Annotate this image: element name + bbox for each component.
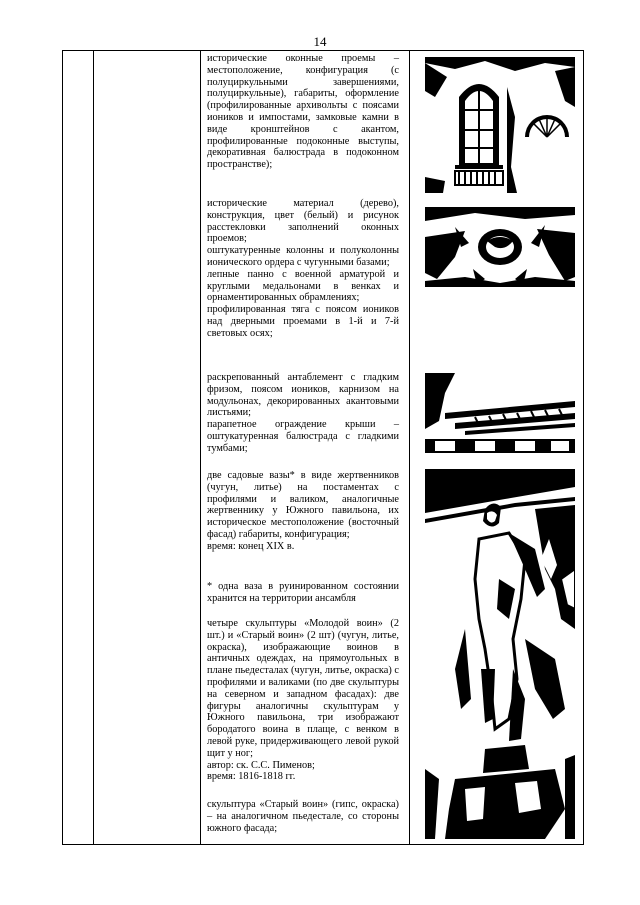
paragraph-vase-footnote: * одна ваза в руинированном состоянии хранится на территории ансамбля [207, 581, 399, 604]
paragraph-entablature: раскрепованный антаблемент с гладким фризом, поясом иоников, карнизом на модульонах, декорированных акантовыми листьями; парапетное ограждение крыши – оштукатуренная балюстрада с гладкими тумбами; [207, 372, 399, 454]
photo-window-facade [425, 57, 575, 193]
photo-warrior-sculpture [425, 469, 575, 839]
document-table [62, 50, 584, 845]
paragraph-windows: исторические оконные проемы – местоположение, конфигурация (с полуциркульными завершениями, полуциркульные), габариты, оформление (профилированные архивольты с поясами иоников и импостами, замковые камни в виде кронштейнов с акантом, профилированные подоконные выступы, декоративная балюстрада в подоконном пространстве); [207, 53, 399, 171]
paragraph-old-warrior: скульптура «Старый воин» (гипс, окраска) – на аналогичном пьедестале, со стороны южного фасада; [207, 799, 399, 834]
column-divider-1 [93, 51, 94, 844]
page-number: 14 [313, 34, 327, 49]
column-divider-2 [200, 51, 201, 844]
photo-relief-panel [425, 207, 575, 287]
column-divider-3 [409, 51, 410, 844]
paragraph-sculptures: четыре скульптуры «Молодой воин» (2 шт.) и «Старый воин» (2 шт) (чугун, литье, окраска), изображающие воинов в античных одеждах, на прямоугольных в плане пьедесталах (чугун, литье, окраска) с профилями и валиками (по две скульптуры на северном и западном фасадах): две фигуры аналогичны скульптурам у Южного павильона, три изображают бородатого воина в плаще, с венком в левой руке, придерживающего левой рукой щит у ног; автор: ск. С.С. Пименов; время: 1816-1818 гг. [207, 618, 399, 783]
paragraph-materials: исторические материал (дерево), конструкция, цвет (белый) и рисунок расстекловки заполнений оконных проемов; оштукатуренные колонны и полуколонны ионического ордера с чугунными базами; лепные панно с военной арматурой и круглыми медальонами в венках и орнаментированных обрамлениях; профилированная тяга с поясом иоников над дверными проемами в 1-й и 7-й световых осях; [207, 198, 399, 339]
photo-entablature [425, 373, 575, 453]
paragraph-vases: две садовые вазы* в виде жертвенников (чугун, литье) на постаментах с профилями и валиком, аналогичные жертвеннику у Южного павильона, их историческое местоположение (восточный фасад) габариты, конфигурация; время: конец XIX в. [207, 470, 399, 552]
